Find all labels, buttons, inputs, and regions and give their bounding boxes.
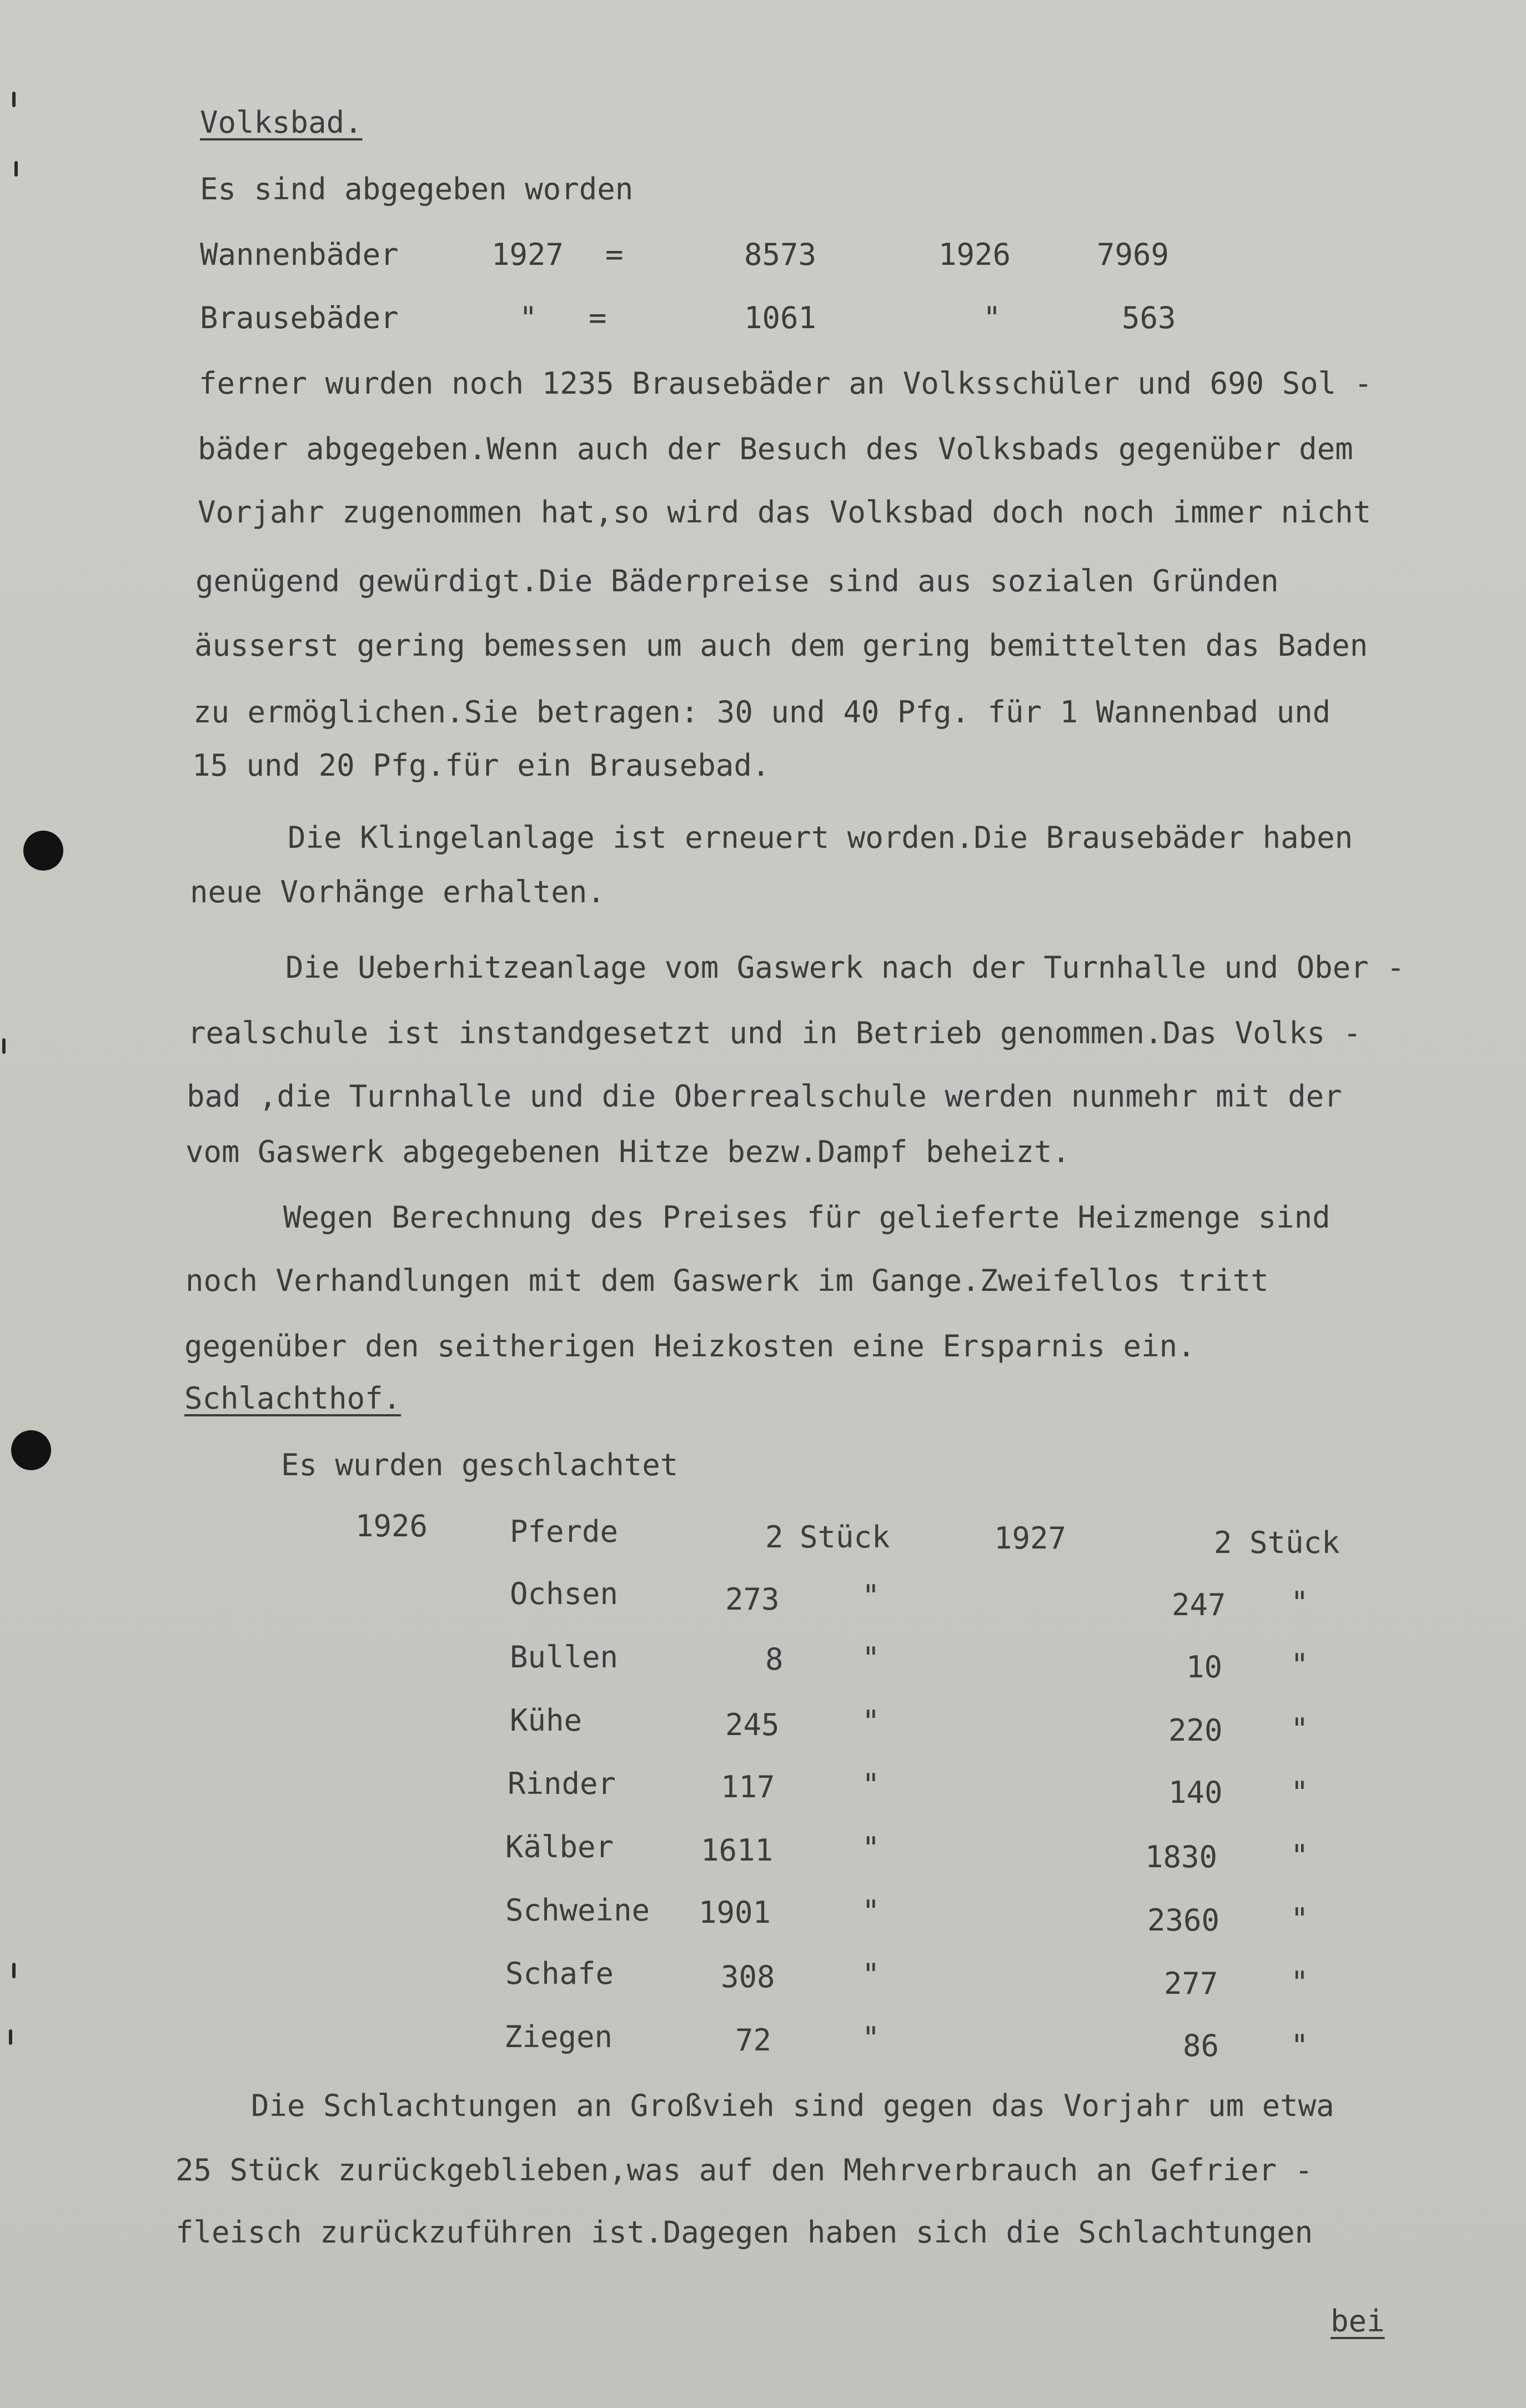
bath-value: 1061	[744, 300, 817, 335]
schlachthof-intro: Es wurden geschlachtet	[281, 1447, 679, 1482]
margin-mark	[2, 1038, 6, 1054]
text-line: noch Verhandlungen mit dem Gaswerk im Gange.Zweifellos tritt	[185, 1263, 1269, 1298]
text-line: fleisch zurückzuführen ist.Dagegen haben sich die Schlachtungen	[175, 2215, 1313, 2250]
count-1926: 72	[735, 2023, 772, 2058]
ditto-1927: "	[1291, 1647, 1309, 1682]
catchword: bei	[1331, 2304, 1385, 2339]
margin-mark	[14, 161, 18, 177]
volksbad-heading: Volksbad.	[200, 105, 363, 140]
ditto-1926: "	[862, 1894, 880, 1929]
text-line: Vorjahr zugenommen hat,so wird das Volksbad doch noch immer nicht	[198, 495, 1372, 530]
count-1927: 1830	[1145, 1839, 1218, 1874]
animal-name: Rinder	[508, 1766, 616, 1801]
text-line: Die Klingelanlage ist erneuert worden.Die Brausebäder haben	[288, 820, 1353, 855]
ditto-1927: "	[1291, 1712, 1309, 1747]
text-line: Wegen Berechnung des Preises für gelieferte Heizmenge sind	[283, 1200, 1331, 1235]
count-1927: 220	[1168, 1713, 1223, 1748]
ditto-1926: "	[862, 1831, 880, 1866]
count-1927: 140	[1168, 1775, 1223, 1810]
volksbad-intro: Es sind abgegeben worden	[200, 172, 634, 207]
ditto-1927: "	[1291, 1838, 1309, 1873]
animal-name: Pferde	[510, 1514, 619, 1549]
punch-hole-top	[23, 831, 63, 871]
text-line: Die Ueberhitzeanlage vom Gaswerk nach der Turnhalle und Ober -	[285, 950, 1405, 985]
ditto-1926: "	[862, 1767, 880, 1802]
text-line: genügend gewürdigt.Die Bäderpreise sind aus sozialen Gründen	[195, 564, 1279, 599]
count-1926: 2	[765, 1520, 784, 1555]
bath-value-prev: 563	[1122, 300, 1176, 335]
ditto-1926: "	[862, 2020, 880, 2055]
count-1926: 308	[721, 1959, 775, 1994]
ditto-1927: "	[1291, 1775, 1309, 1810]
ditto-1927: "	[1291, 1902, 1309, 1937]
count-1927: 247	[1172, 1587, 1226, 1622]
text-line: gegenüber den seitherigen Heizkosten eine Ersparnis ein.	[184, 1329, 1196, 1364]
count-1926: 245	[725, 1707, 780, 1742]
ditto-1927: "	[1291, 1585, 1309, 1620]
ditto-1926: "	[862, 1578, 880, 1613]
count-1926: 8	[765, 1642, 784, 1677]
bath-value: 8573	[744, 237, 817, 272]
schlachthof-heading: Schlachthof.	[184, 1381, 401, 1416]
bath-equals: =	[589, 300, 607, 335]
text-line: vom Gaswerk abgegebenen Hitze bezw.Dampf beheizt.	[185, 1134, 1071, 1169]
ditto-1927: "	[1291, 1965, 1309, 2000]
text-line: ferner wurden noch 1235 Brausebäder an Volksschüler und 690 Sol -	[199, 366, 1373, 401]
text-line: zu ermöglichen.Sie betragen: 30 und 40 Pfg. für 1 Wannenbad und	[193, 695, 1331, 730]
count-1927: 86	[1183, 2028, 1219, 2063]
text-line: realschule ist instandgesetzt und in Betrieb genommen.Das Volks -	[188, 1016, 1362, 1050]
animal-name: Schweine	[505, 1893, 650, 1928]
table-year-1926: 1926	[355, 1509, 428, 1544]
text-line: 15 und 20 Pfg.für ein Brausebad.	[192, 748, 770, 783]
margin-mark	[9, 2029, 12, 2045]
count-1926: 273	[725, 1582, 780, 1617]
text-line: äusserst gering bemessen um auch dem gering bemittelten das Baden	[194, 628, 1368, 663]
count-1926: 117	[721, 1769, 775, 1804]
unit-header-1926: Stück	[800, 1520, 890, 1555]
margin-mark	[12, 1963, 16, 1978]
text-line: bad ,die Turnhalle und die Oberrealschule werden nunmehr mit der	[187, 1079, 1342, 1114]
count-1926: 1611	[701, 1833, 774, 1868]
ditto-1926: "	[862, 1641, 880, 1676]
animal-name: Schafe	[505, 1956, 614, 1991]
table-year-1927: 1927	[994, 1521, 1067, 1556]
bath-equals: =	[605, 237, 624, 272]
bath-year-prev: "	[983, 300, 1001, 335]
bath-value-prev: 7969	[1097, 237, 1169, 272]
count-1926: 1901	[699, 1895, 771, 1930]
bath-label: Brausebäder	[200, 300, 399, 335]
ditto-1927: "	[1291, 2028, 1309, 2063]
margin-mark	[12, 92, 16, 107]
count-1927: 2	[1214, 1525, 1232, 1560]
bath-label: Wannenbäder	[200, 237, 399, 272]
count-1927: 10	[1186, 1650, 1223, 1685]
count-1927: 2360	[1147, 1903, 1220, 1938]
animal-name: Kälber	[505, 1829, 614, 1864]
text-line: 25 Stück zurückgeblieben,was auf den Mehrverbrauch an Gefrier -	[175, 2153, 1313, 2188]
bath-year: "	[519, 300, 538, 335]
count-1927: 277	[1164, 1966, 1218, 2001]
animal-name: Ochsen	[510, 1576, 619, 1611]
ditto-1926: "	[862, 1957, 880, 1992]
bath-year-prev: 1926	[938, 237, 1011, 272]
bath-year: 1927	[491, 237, 564, 272]
unit-header-1927: Stück	[1249, 1525, 1340, 1560]
ditto-1926: "	[862, 1704, 880, 1739]
text-line: neue Vorhänge erhalten.	[190, 874, 605, 909]
text-line: bäder abgegeben.Wenn auch der Besuch des Volksbads gegenüber dem	[198, 431, 1353, 466]
animal-name: Bullen	[510, 1640, 619, 1675]
animal-name: Kühe	[510, 1703, 583, 1738]
punch-hole-bottom	[11, 1430, 51, 1470]
text-line: Die Schlachtungen an Großvieh sind gegen das Vorjahr um etwa	[251, 2088, 1334, 2123]
animal-name: Ziegen	[504, 2019, 613, 2054]
